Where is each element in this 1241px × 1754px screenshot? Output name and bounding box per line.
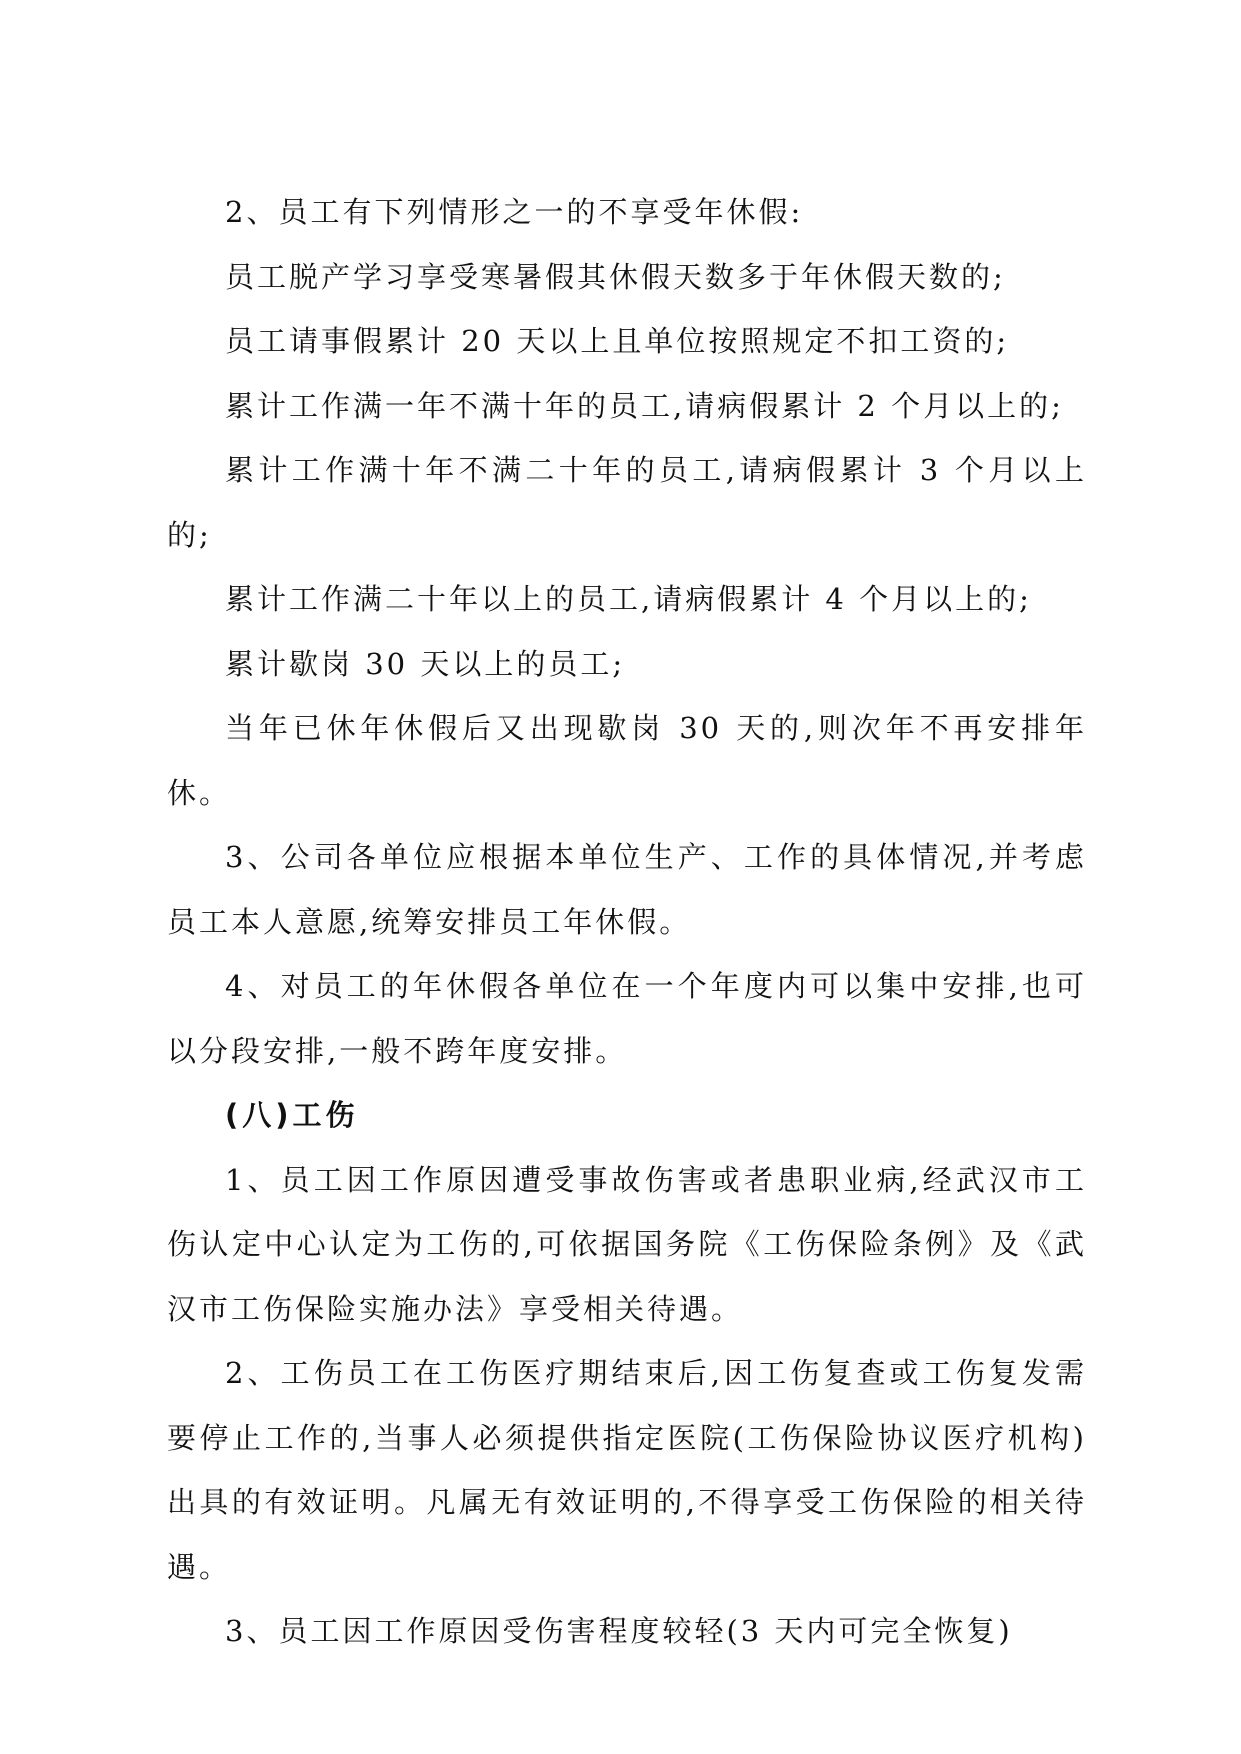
paragraph-sick-leave-20-plus: 累计工作满二十年以上的员工,请病假累计 4 个月以上的; xyxy=(225,582,1032,616)
paragraph-sick-leave-1-10: 累计工作满一年不满十年的员工,请病假累计 2 个月以上的; xyxy=(225,388,1064,423)
paragraph-suspension-30: 累计歇岗 30 天以上的员工; xyxy=(225,646,626,681)
section-heading-work-injury: (八)工伤 xyxy=(225,1098,359,1132)
paragraph-study-leave: 员工脱产学习享受寒暑假其休假天数多于年休假天数的; xyxy=(225,259,1006,294)
paragraph-injury-1: 1、员工因工作原因遭受事故伤害或者患职业病,经武汉市工伤认定中心认定为工伤的,可依据国务院《工伤保险条例》及《武汉市工伤保险实施办法》享受相关待遇。 xyxy=(167,1162,1087,1326)
paragraph-item-3: 3、公司各单位应根据本单位生产、工作的具体情况,并考虑员工本人意愿,统筹安排员工年休假。 xyxy=(167,840,1087,939)
paragraph-injury-3: 3、员工因工作原因受伤害程度较轻(3 天内可完全恢复) xyxy=(225,1614,1013,1648)
paragraph-suspension-after-leave: 当年已休年休假后又出现歇岗 30 天的,则次年不再安排年休。 xyxy=(167,711,1087,810)
paragraph-item-4: 4、对员工的年休假各单位在一个年度内可以集中安排,也可以分段安排,一般不跨年度安排。 xyxy=(167,969,1087,1068)
paragraph-sick-leave-10-20: 累计工作满十年不满二十年的员工,请病假累计 3 个月以上的; xyxy=(167,453,1087,552)
document-body xyxy=(167,180,1087,1664)
paragraph-personal-leave: 员工请事假累计 20 天以上且单位按照规定不扣工资的; xyxy=(225,324,1010,358)
paragraph-injury-2: 2、工伤员工在工伤医疗期结束后,因工伤复查或工伤复发需要停止工作的,当事人必须提供指定医院(工伤保险协议医疗机构)出具的有效证明。凡属无有效证明的,不得享受工伤保险的相关待遇。 xyxy=(167,1356,1087,1584)
paragraph-item-2-intro: 2、员工有下列情形之一的不享受年休假: xyxy=(225,195,804,229)
